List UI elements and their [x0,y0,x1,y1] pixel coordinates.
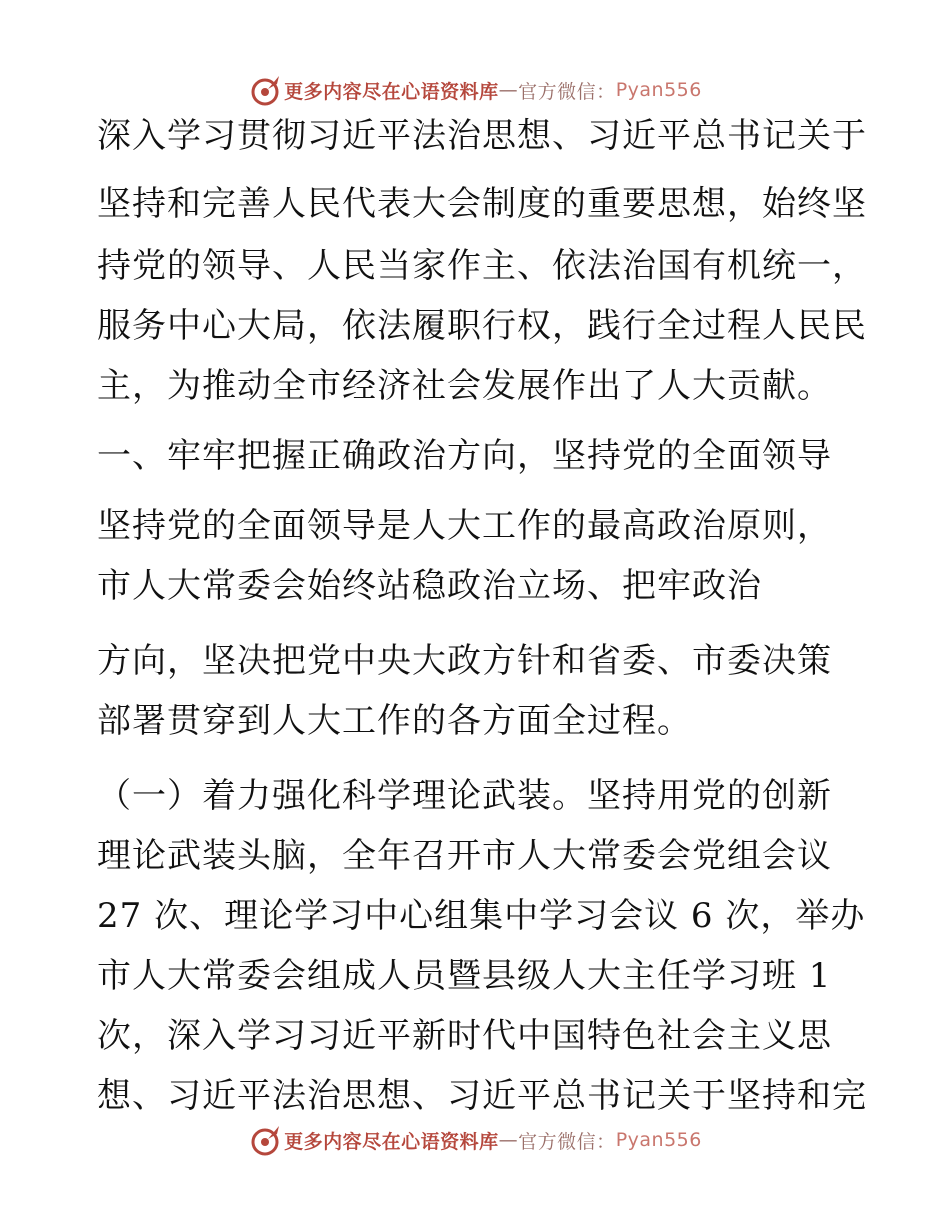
section-heading: 一、牢牢把握正确政治方向，坚持党的全面领导 [97,436,832,476]
watermark-main-text: 更多内容尽在心语资料库 [284,1130,499,1153]
text-line: 想、习近平法治思想、习近平总书记关于坚持和完 [97,1076,867,1116]
quill-circle-logo-icon [248,1123,282,1157]
text-line: 主，为推动全市经济社会发展作出了人大贡献。 [97,366,832,406]
watermark-handle: Pyan556 [615,79,702,101]
watermark-handle: Pyan556 [615,1129,702,1151]
text-line: 市人大常委会组成人员暨县级人大主任学习班 1 [97,956,832,996]
text-line: 持党的领导、人民当家作主、依法治国有机统一， [97,246,867,286]
text-line: 方向，坚决把党中央大政方针和省委、市委决策 [97,641,832,681]
watermark-wechat-label: 官方微信： [518,1130,616,1153]
footer-watermark [0,1120,950,1160]
text-line: 27 次、理论学习中心组集中学习会议 6 次，举办 [97,896,866,936]
text-line: 次，深入学习习近平新时代中国特色社会主义思 [97,1016,832,1056]
watermark-wechat-label: 官方微信： [518,80,616,103]
header-watermark [0,70,950,110]
watermark-dash: — [498,79,519,101]
text-line: 坚持党的全面领导是人大工作的最高政治原则， [97,506,832,546]
subsection-heading: （一）着力强化科学理论武装。坚持用党的创新 [97,776,832,816]
text-line: 坚持和完善人民代表大会制度的重要思想，始终坚 [97,184,867,224]
watermark-main-text: 更多内容尽在心语资料库 [284,80,499,103]
watermark-dash: — [498,1129,519,1151]
text-line: 部署贯穿到人大工作的各方面全过程。 [97,701,692,741]
text-line: 服务中心大局，依法履职行权，践行全过程人民民 [97,306,867,346]
text-line: 理论武装头脑，全年召开市人大常委会党组会议 [97,836,832,876]
text-line: 市人大常委会始终站稳政治立场、把牢政治 [97,566,762,606]
quill-circle-logo-icon [248,73,282,107]
text-line: 深入学习贯彻习近平法治思想、习近平总书记关于 [97,116,867,156]
